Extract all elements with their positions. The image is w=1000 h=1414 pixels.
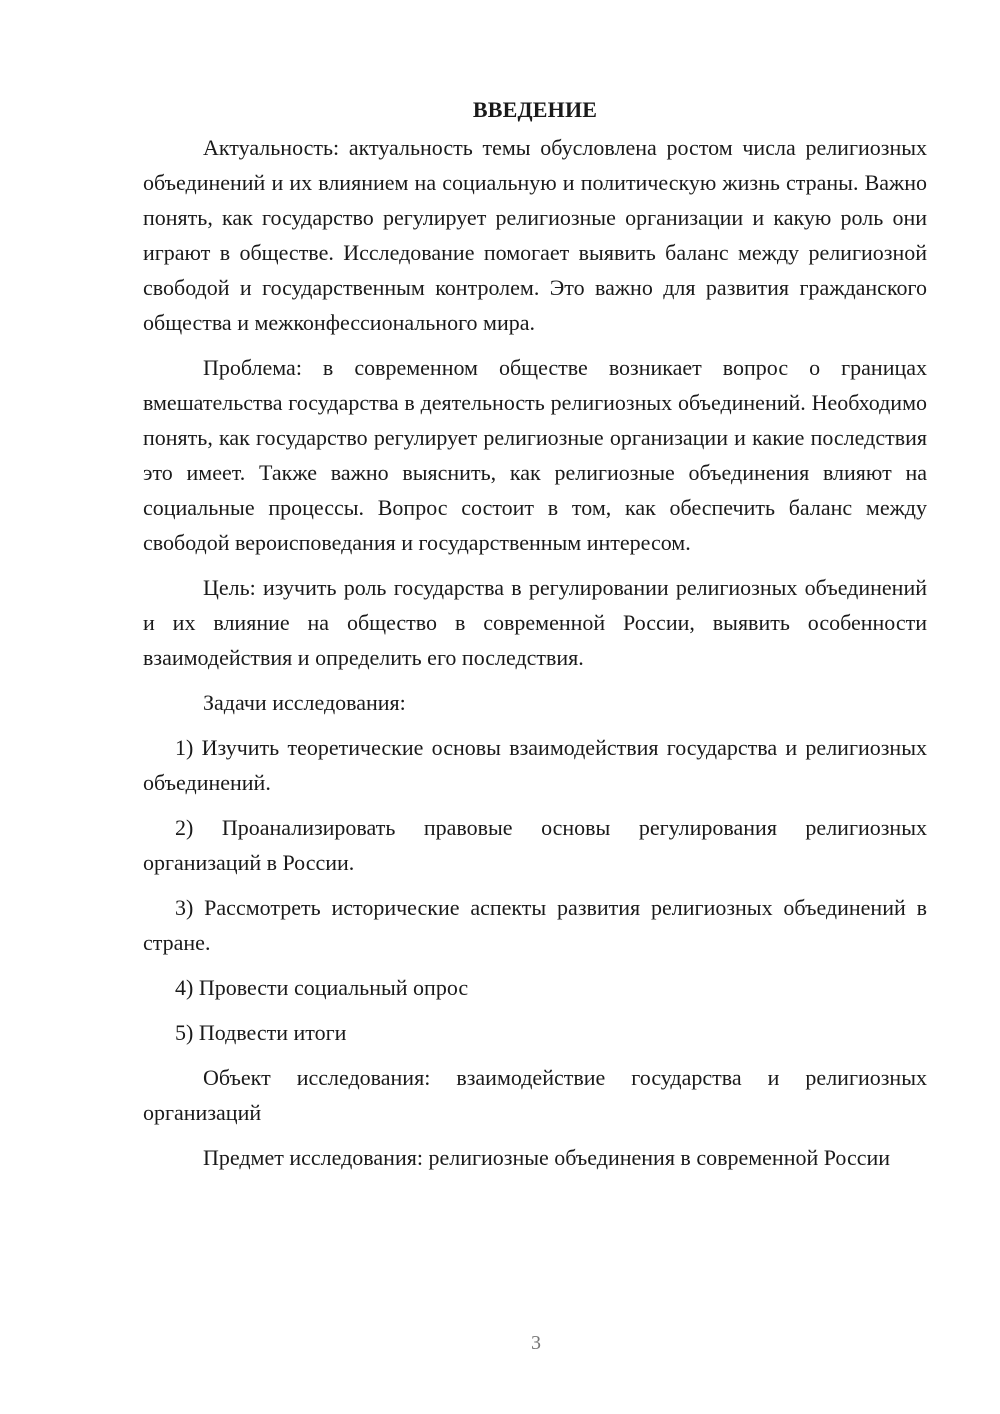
task-item: 5) Подвести итоги	[175, 1020, 347, 1045]
object-paragraph: Объект исследования: взаимодействие государства и религиозных организаций	[143, 1065, 927, 1125]
page-number: 3	[531, 1332, 541, 1354]
document-title: ВВЕДЕНИЕ	[472, 97, 598, 122]
problem-paragraph: Проблема: в современном обществе возникает вопрос о границах вмешательства государства в деятельность религиозных объединений. Необходимо понять, как государство регулирует религиозные организации и какие последствия это имеет. Также важно выяснить, как религиозные объединения влияют на социальные процессы. Вопрос состоит в том, как обеспечить баланс между свободой вероисповедания и государственным интересом.	[143, 355, 927, 555]
relevance-paragraph: Актуальность: актуальность темы обусловлена ростом числа религиозных объединений и их влиянием на социальную и политическую жизнь страны. Важно понять, как государство регулирует религиозные организации и какую роль они играют в обществе. Исследование помогает выявить баланс между религиозной свободой и государственным контролем. Это важно для развития гражданского общества и межконфессионального мира.	[143, 135, 927, 335]
document-page	[143, 92, 927, 1185]
task-item: 3) Рассмотреть исторические аспекты развития религиозных объединений в стране.	[143, 895, 927, 955]
subject-paragraph: Предмет исследования: религиозные объединения в современной России	[203, 1145, 891, 1170]
task-item: 2) Проанализировать правовые основы регулирования религиозных организаций в России.	[143, 815, 927, 875]
tasks-heading: Задачи исследования:	[203, 690, 406, 715]
task-item: 1) Изучить теоретические основы взаимодействия государства и религиозных объединений.	[143, 735, 927, 795]
goal-paragraph: Цель: изучить роль государства в регулировании религиозных объединений и их влияние на общество в современной России, выявить особенности взаимодействия и определить его последствия.	[143, 575, 927, 670]
task-item: 4) Провести социальный опрос	[175, 975, 469, 1000]
